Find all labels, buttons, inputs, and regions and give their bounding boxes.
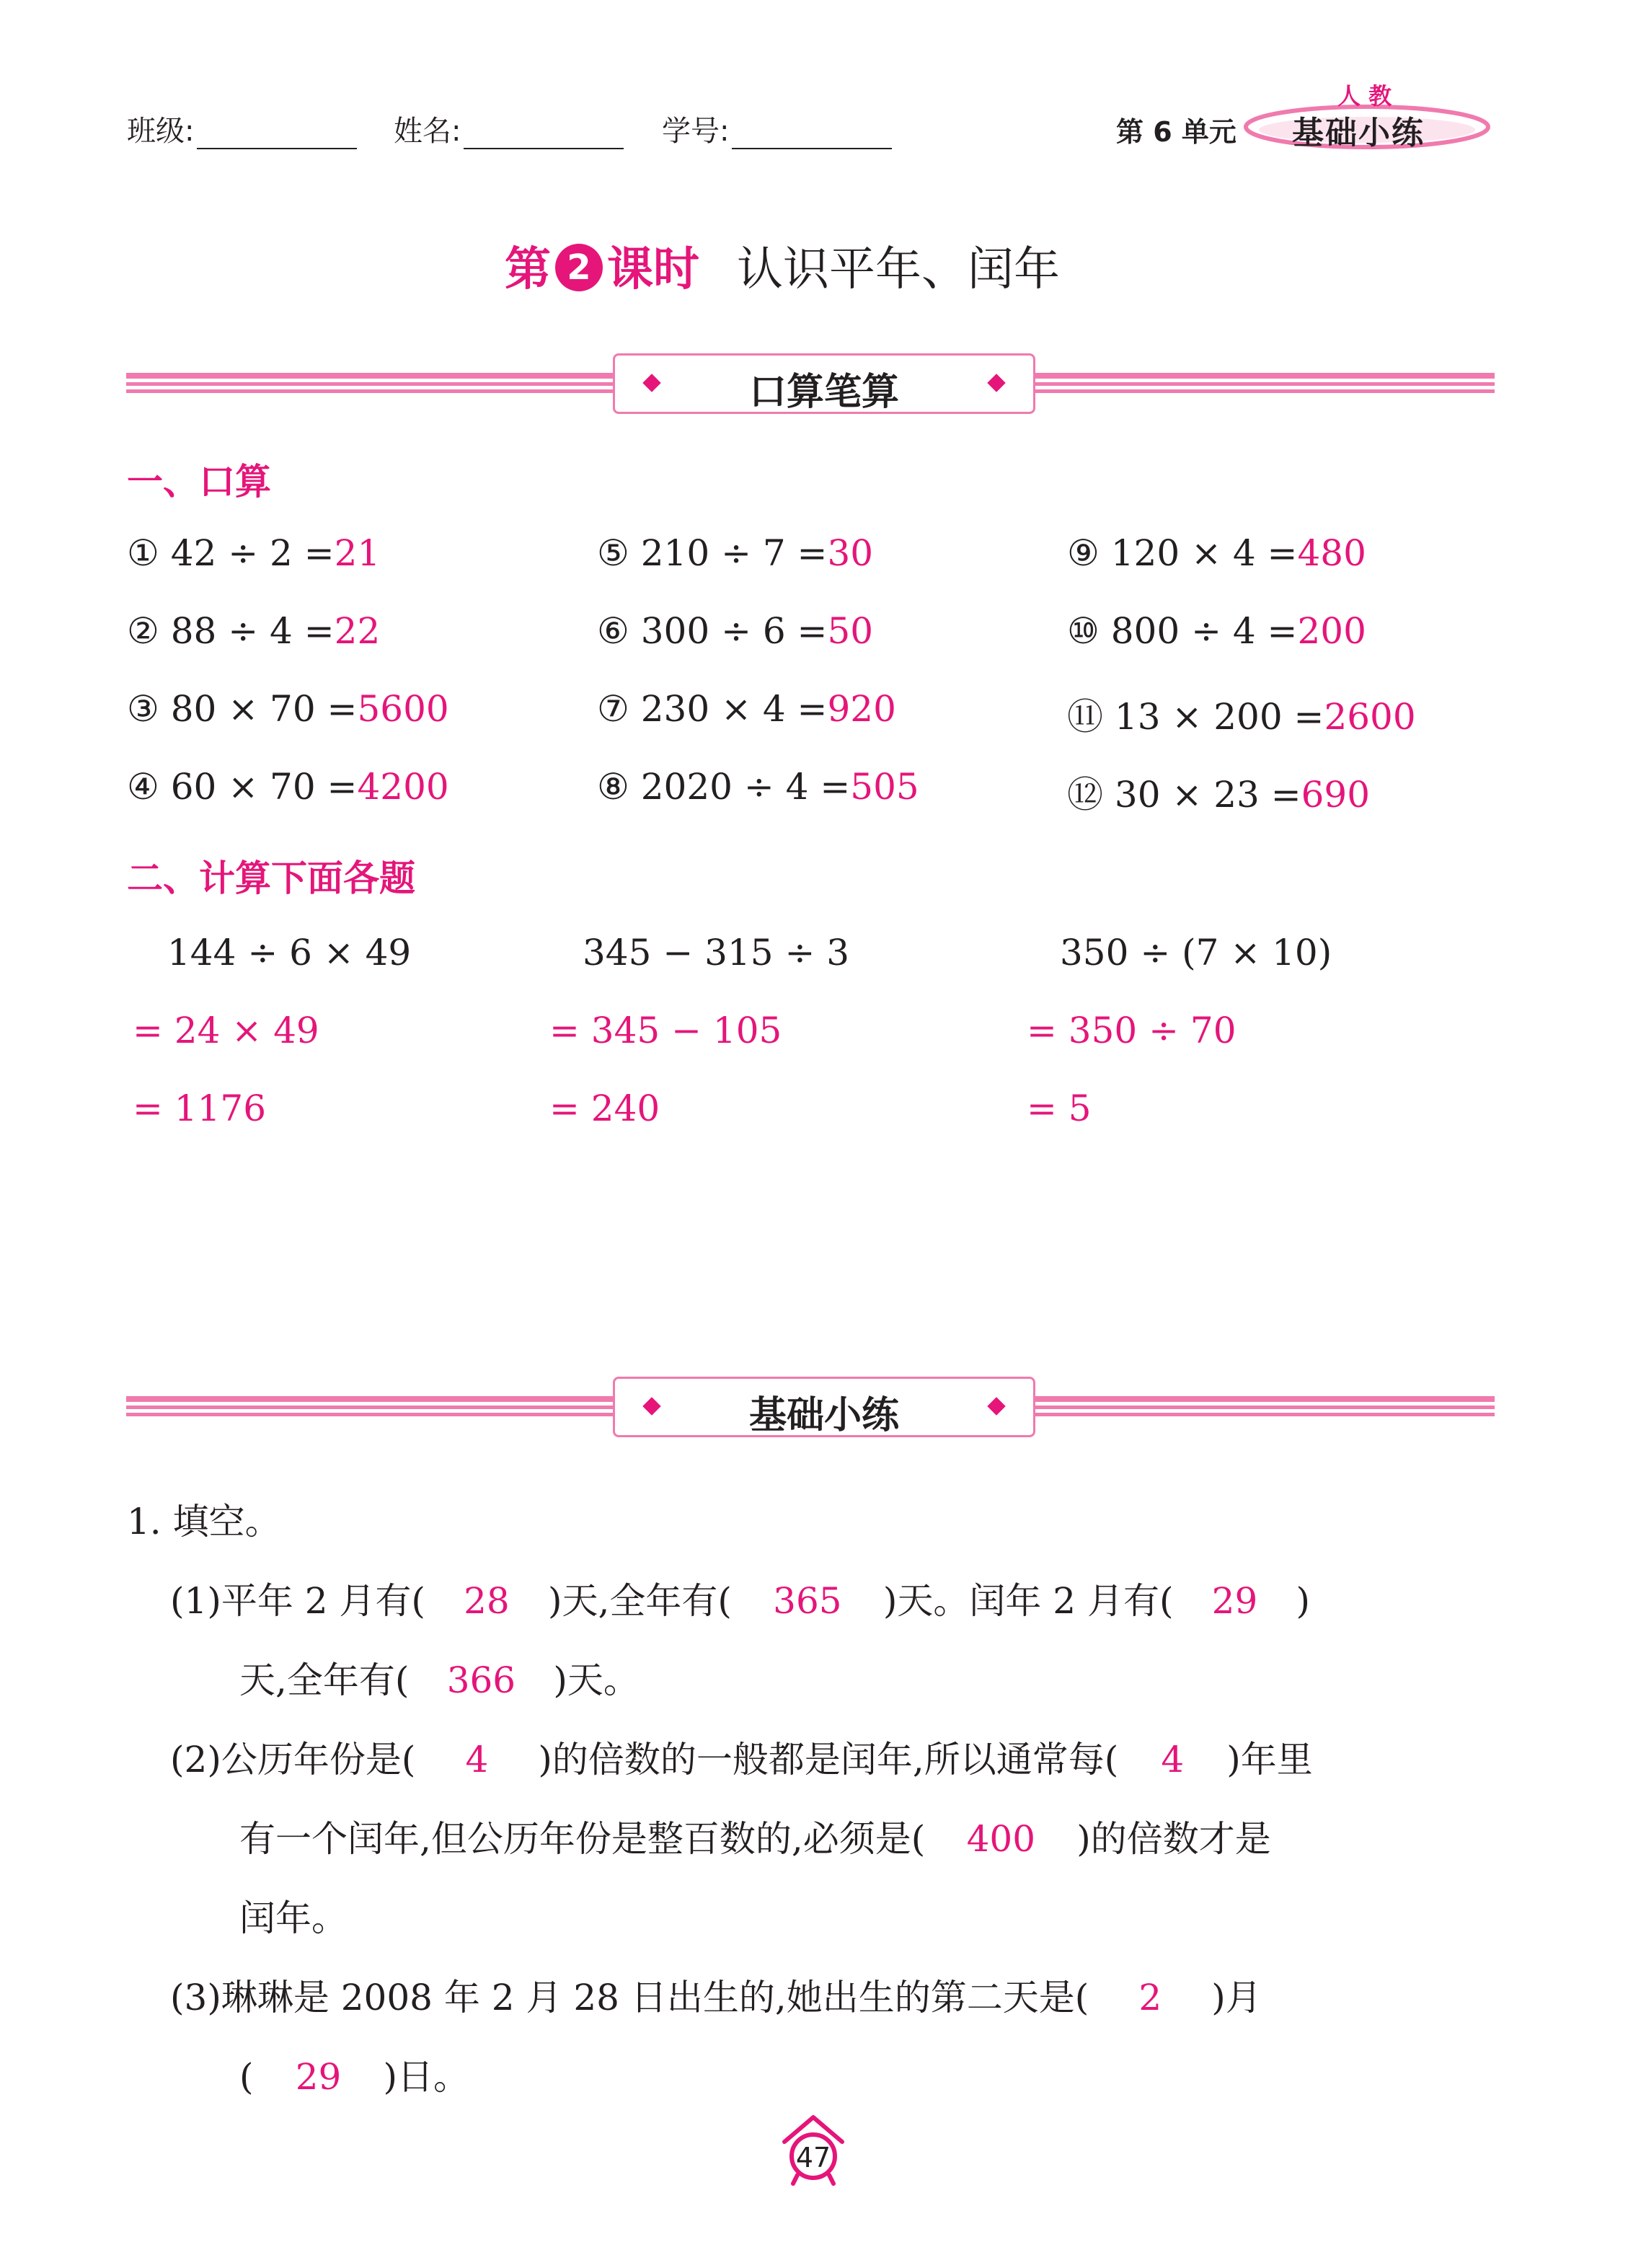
answer-blank[interactable]: 28 — [464, 1580, 510, 1622]
answer-blank[interactable]: 365 — [773, 1580, 842, 1622]
answer-blank[interactable]: 29 — [1211, 1580, 1258, 1622]
class-blank[interactable] — [197, 118, 357, 149]
question-1-2: (2)公历年份是( 4 )的倍数的一般都是闰年,所以通常每( 4 )年里 — [170, 1739, 1313, 1781]
lesson-suffix: 课时 — [607, 243, 699, 296]
oral-problem: ⑧ 2020 ÷ 4 =505 — [597, 766, 919, 808]
calc-step: = 24 × 49 — [133, 1010, 319, 1051]
oral-section-title: 一、口算 — [127, 461, 271, 503]
oral-problem: ⑥ 300 ÷ 6 =50 — [597, 610, 874, 652]
oral-problem: ⑩ 800 ÷ 4 =200 — [1067, 610, 1366, 652]
unit-label: 第 6 单元 — [1116, 116, 1237, 148]
question-1-3-cont: ( 29 )日。 — [239, 2056, 470, 2098]
oral-problem: ④ 60 × 70 =4200 — [127, 766, 449, 808]
edition-label: 人 教 — [1337, 82, 1392, 110]
calc-step: = 345 − 105 — [549, 1010, 782, 1051]
number-blank[interactable] — [732, 118, 892, 149]
number-field — [662, 108, 892, 149]
oral-problem: ② 88 ÷ 4 =22 — [127, 610, 381, 652]
calc-step: = 1176 — [133, 1087, 267, 1129]
section2-banner-title: 基础小练 — [748, 1394, 899, 1437]
answer-blank[interactable]: 4 — [465, 1739, 489, 1781]
oral-answer: 22 — [334, 610, 381, 652]
oral-problem: ③ 80 × 70 =5600 — [127, 688, 449, 730]
oral-problem: ⑦ 230 × 4 =920 — [597, 688, 896, 730]
question-1-2-end: 闰年。 — [239, 1897, 348, 1939]
oral-problem: ⑫ 30 × 23 =690 — [1067, 774, 1371, 816]
number-label: 学号: — [662, 115, 730, 148]
lesson-prefix: 第 — [505, 243, 551, 296]
class-field — [127, 108, 357, 149]
name-label: 姓名: — [394, 115, 461, 148]
oral-answer: 690 — [1301, 774, 1371, 816]
oral-answer: 5600 — [357, 688, 449, 730]
answer-blank[interactable]: 29 — [295, 2056, 342, 2098]
oral-problem: ⑨ 120 × 4 =480 — [1067, 532, 1366, 574]
oral-answer: 920 — [827, 688, 896, 730]
class-label: 班级: — [127, 115, 195, 148]
oral-problem: ① 42 ÷ 2 =21 — [127, 532, 381, 574]
page-number: 47 — [795, 2142, 831, 2174]
lesson-title — [505, 232, 1060, 299]
lesson-topic: 认识平年、闰年 — [737, 243, 1060, 296]
calc-step: = 350 ÷ 70 — [1027, 1010, 1237, 1051]
question-1-1-cont: 天,全年有( 366 )天。 — [239, 1659, 640, 1701]
section2-banner — [613, 1377, 1035, 1437]
oral-answer: 2600 — [1324, 696, 1416, 738]
calc-expression: 345 − 315 ÷ 3 — [583, 932, 850, 974]
question-1-3: (3)琳琳是 2008 年 2 月 28 日出生的,她出生的第二天是( 2 )月 — [170, 1977, 1262, 2018]
oral-answer: 30 — [827, 532, 874, 574]
section1-banner-title: 口算笔算 — [748, 371, 899, 414]
oral-answer: 480 — [1297, 532, 1366, 574]
calc-expression: 144 ÷ 6 × 49 — [167, 932, 412, 974]
answer-blank[interactable]: 400 — [966, 1818, 1036, 1860]
answer-blank[interactable]: 2 — [1138, 1977, 1162, 2018]
answer-blank[interactable]: 366 — [446, 1659, 516, 1701]
calc-step: = 5 — [1027, 1087, 1092, 1129]
calc-step: = 240 — [549, 1087, 660, 1129]
oral-answer: 21 — [334, 532, 381, 574]
oral-answer: 200 — [1297, 610, 1366, 652]
name-blank[interactable] — [464, 118, 624, 149]
page-number-badge — [777, 2112, 849, 2191]
question-1-title: 1. 填空。 — [127, 1501, 281, 1543]
name-field — [394, 108, 624, 149]
oral-answer: 4200 — [357, 766, 449, 808]
question-1-1: (1)平年 2 月有( 28 )天,全年有( 365 )天。闰年 2 月有( 29 ) — [170, 1580, 1310, 1622]
calc-section-title: 二、计算下面各题 — [127, 857, 415, 899]
answer-blank[interactable]: 4 — [1161, 1739, 1185, 1781]
brand-text: 基础小练 — [1292, 115, 1425, 151]
calc-expression: 350 ÷ (7 × 10) — [1060, 932, 1332, 974]
oral-answer: 50 — [827, 610, 874, 652]
oral-problem: ⑪ 13 × 200 =2600 — [1067, 696, 1416, 738]
lesson-number-badge: 2 — [555, 244, 603, 291]
question-1-2-cont: 有一个闰年,但公历年份是整百数的,必须是( 400 )的倍数才是 — [239, 1818, 1271, 1860]
oral-answer: 505 — [850, 766, 919, 808]
oral-problem: ⑤ 210 ÷ 7 =30 — [597, 532, 874, 574]
section1-banner — [613, 353, 1035, 414]
